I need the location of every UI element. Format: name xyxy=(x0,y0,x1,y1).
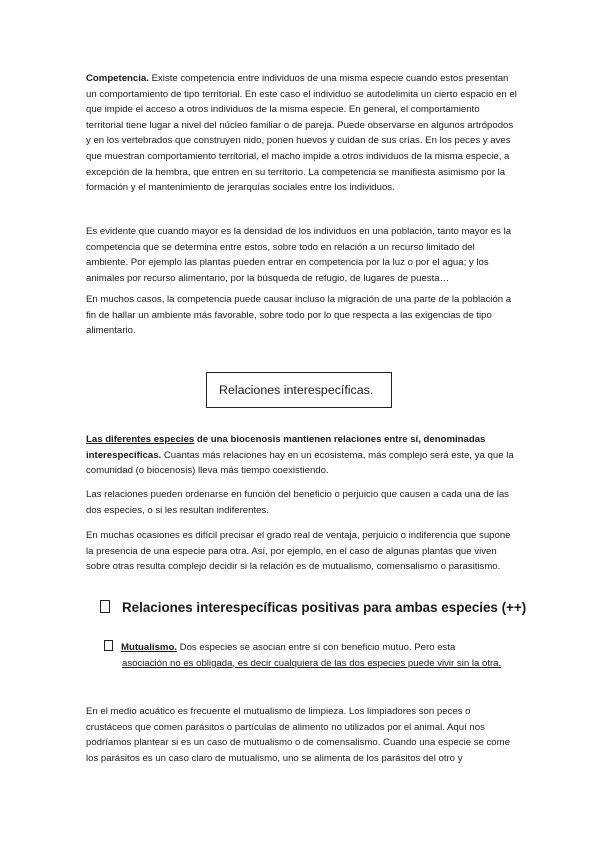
mutualismo-text: Dos especies se asocian entre sí con beneficio mutuo. Pero esta xyxy=(176,642,456,653)
paragraph-acuatico: En el medio acuático es frecuente el mutualismo de limpieza. Los limpiadores son peces o crustáceos que comen parásitos o partículas de alimento no utilizados por el animal. Aquí nos podríamos plantear si es un caso de mutualismo o de comensalismo. Cuando una especie se come los parásitos es un caso claro de mutualismo, uno se alimenta de los parásitos del otro y xyxy=(86,706,510,764)
paragraph-ocasiones: En muchas ocasiones es difícil precisar el grado real de ventaja, perjuicio o indiferencia que supone la presencia de una especie para otra. Así, por ejemplo, en el caso de algunas plantas que viven sobre otras resulta complejo decidir si la relación es de mutualismo, comensalismo o parasitismo. xyxy=(86,530,511,573)
competencia-text: Existe competencia entre individuos de una misma especie cuando estos presentan un comportamiento de tipo territorial. En este caso el individuo se autodelimita un cierto espacio en el que impide el acceso a otros individuos de la misma especie. En general, el comportamiento territorial tiene lugar a nivel del núcleo familiar o de pareja. Puede observarse en algunos artrópodos y en los vertebrados que construyen nido, ponen huevos y cuidan de sus crías. En los peces y aves que muestran comportamiento territorial, el macho impide a otros individuos de la misma especie, a excepción de la hembra, que entren en su territorio. La competencia se manifiesta asimismo por la formación y el mantenimiento de jerarquías sociales entre los individuos. xyxy=(86,73,517,194)
especies-link[interactable]: Las diferentes especies xyxy=(86,434,195,445)
bullet-square-icon xyxy=(104,640,113,651)
bullet-box-icon xyxy=(100,600,110,613)
mutualismo-underlined: asociación no es obligada, es decir cualquiera de las dos especies puede vivir sin la otra. xyxy=(122,657,502,669)
competencia-title: Competencia. xyxy=(86,73,149,84)
mutualismo-item xyxy=(104,640,524,671)
paragraph-densidad: Es evidente que cuando mayor es la densidad de los individuos en una población, tanto mayor es la competencia que se determina entre estos, sobre todo en relación a un recurso limitado del ambiente. Por ejemplo las plantas pueden entrar en competencia por la luz o por el agua; y los animales por recurso alimentario, por la búsqueda de refugio, de lugares de puesta… xyxy=(86,226,512,284)
section-heading-box xyxy=(206,372,392,408)
especies-bold: de una biocenosis mantienen relaciones entre sí, denominadas interespecíficas. xyxy=(86,434,486,461)
paragraph-especies xyxy=(86,432,518,479)
paragraph-migracion: En muchos casos, la competencia puede causar incluso la migración de una parte de la población a fin de hallar un ambiente más favorable, sobre todo por lo que respecta a las exigencias de tipo alimentario. xyxy=(86,294,512,337)
section-heading: Relaciones interespecíficas. xyxy=(219,383,374,397)
positive-relations-heading xyxy=(100,600,526,615)
mutualismo-title: Mutualismo. xyxy=(121,642,177,653)
positive-relations-text: Relaciones interespecíficas positivas para ambas especies (++) xyxy=(122,600,527,615)
paragraph-ordenarse: Las relaciones pueden ordenarse en función del beneficio o perjuicio que causen a cada una de las dos especies, o si les resultan indiferentes. xyxy=(86,489,509,516)
especies-text: Cuantas más relaciones hay en un ecosistema, más complejo será este, ya que la comunidad (o biocenosis) lleva más tiempo coexistiendo. xyxy=(86,449,514,477)
paragraph-competencia xyxy=(86,71,518,196)
